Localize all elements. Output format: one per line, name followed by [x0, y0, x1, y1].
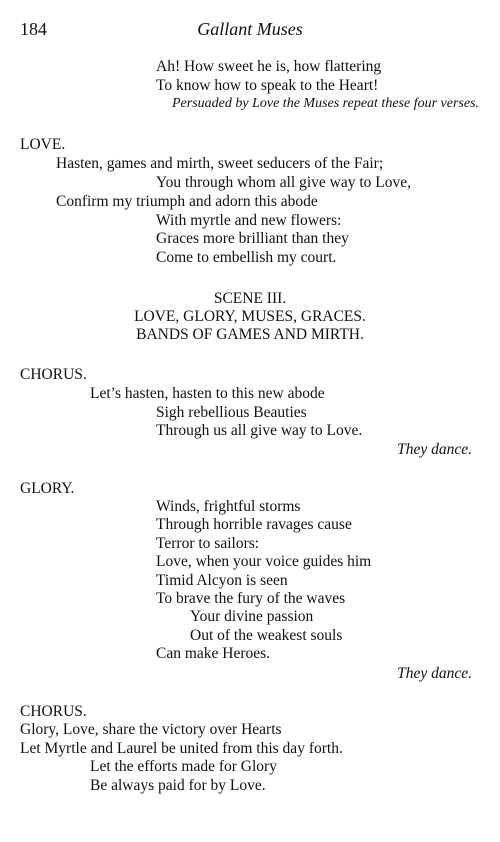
verse-line: With myrtle and new flowers:: [156, 212, 342, 229]
speaker-chorus: CHORUS.: [20, 703, 87, 720]
verse-line: Timid Alcyon is seen: [156, 572, 288, 589]
speaker-glory: GLORY.: [20, 480, 75, 497]
verse-line: Love, when your voice guides him: [156, 553, 372, 570]
verse-line: Out of the weakest souls: [190, 627, 343, 644]
verse-line: Confirm my triumph and adorn this abode: [56, 193, 318, 210]
verse-line: Through horrible ravages cause: [156, 516, 352, 533]
stage-direction: They dance.: [397, 665, 472, 682]
verse-line: Glory, Love, share the victory over Hearts: [20, 721, 282, 738]
scene-cast: BANDS OF GAMES AND MIRTH.: [136, 326, 364, 343]
verse-line: To brave the fury of the waves: [156, 590, 346, 607]
verse-line: Can make Heroes.: [156, 645, 271, 662]
verse-line: Let the efforts made for Glory: [90, 758, 277, 775]
scene-heading: SCENE III.: [213, 290, 287, 307]
scene-cast: LOVE, GLORY, MUSES, GRACES.: [134, 308, 366, 325]
verse-line: Hasten, games and mirth, sweet seducers of the Fair;: [56, 155, 384, 172]
speaker-chorus: CHORUS.: [20, 366, 87, 383]
verse-line: Your divine passion: [190, 608, 314, 625]
verse-line: To know how to speak to the Heart!: [156, 77, 379, 94]
verse-line: Let’s hasten, hasten to this new abode: [90, 385, 325, 402]
verse-line: Sigh rebellious Beauties: [156, 404, 307, 421]
verse-line: Winds, frightful storms: [156, 498, 301, 515]
verse-line: Ah! How sweet he is, how flattering: [156, 58, 382, 75]
verse-line: Come to embellish my court.: [156, 249, 337, 266]
stage-direction: They dance.: [397, 441, 472, 458]
verse-line: You through whom all give way to Love,: [156, 174, 412, 191]
verse-line: Be always paid for by Love.: [90, 777, 266, 794]
running-title: Gallant Muses: [197, 19, 303, 39]
verse-line: Terror to sailors:: [156, 535, 260, 552]
page-number: 184: [20, 19, 47, 39]
verse-line: Through us all give way to Love.: [156, 422, 363, 439]
stage-direction: Persuaded by Love the Muses repeat these four verses.: [172, 96, 480, 111]
speaker-love: LOVE.: [20, 136, 66, 153]
verse-line: Graces more brilliant than they: [156, 230, 349, 247]
verse-line: Let Myrtle and Laurel be united from this day forth.: [20, 740, 343, 757]
